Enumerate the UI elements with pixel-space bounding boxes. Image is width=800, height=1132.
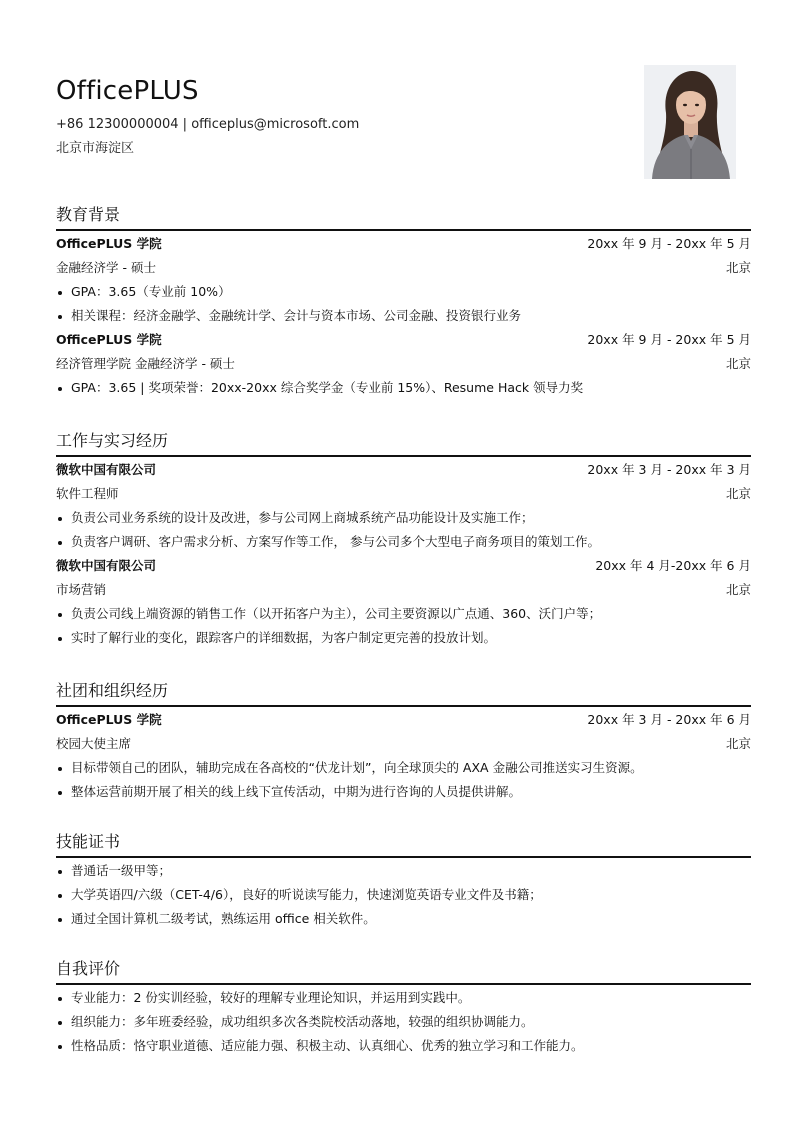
bullet-item: 相关课程：经济金融学、金融统计学、会计与资本市场、公司金融、投资银行业务	[56, 304, 751, 328]
entry-header	[56, 554, 751, 578]
entry-date: 20xx 年 9 月 - 20xx 年 5 月	[587, 236, 751, 251]
entry-header	[56, 708, 751, 732]
section-title-education: 教育背景	[56, 204, 751, 231]
bullet-item: 大学英语四/六级（CET-4/6），良好的听说读写能力，快速浏览英语专业文件及书籍；	[56, 883, 751, 907]
bullet-item: GPA：3.65 | 奖项荣誉：20xx-20xx 综合奖学金（专业前 15%）、Resume Hack 领导力奖	[56, 376, 751, 400]
skills-bullets	[56, 859, 751, 931]
entry-date: 20xx 年 3 月 - 20xx 年 6 月	[587, 712, 751, 727]
entry-role: 校园大使主席	[56, 736, 132, 751]
profile-photo-illustration	[644, 65, 736, 179]
section-title-skills: 技能证书	[56, 831, 751, 858]
section-title-self-eval: 自我评价	[56, 958, 751, 985]
section-title-work: 工作与实习经历	[56, 430, 751, 457]
bullet-item: 普通话一级甲等；	[56, 859, 751, 883]
entry-header	[56, 232, 751, 256]
bullet-item: 组织能力：多年班委经验，成功组织多次各类院校活动落地，较强的组织协调能力。	[56, 1010, 751, 1034]
entry-role: 金融经济学 - 硕士	[56, 260, 156, 275]
entry-header	[56, 458, 751, 482]
club-section	[56, 680, 751, 804]
entry-org: OfficePLUS 学院	[56, 712, 162, 727]
bullet-item: 通过全国计算机二级考试，熟练运用 office 相关软件。	[56, 907, 751, 931]
entry-role: 软件工程师	[56, 486, 119, 501]
entry-date: 20xx 年 9 月 - 20xx 年 5 月	[587, 332, 751, 347]
contact-line: +86 12300000004 | officeplus@microsoft.com	[56, 117, 360, 132]
skills-section	[56, 831, 751, 931]
section-title-club: 社团和组织经历	[56, 680, 751, 707]
entry-org: 微软中国有限公司	[56, 462, 157, 477]
entry-location: 北京	[725, 356, 751, 371]
entry-header	[56, 328, 751, 352]
entry-location: 北京	[725, 486, 751, 501]
bullet-item: 性格品质：恪守职业道德、适应能力强、积极主动、认真细心、优秀的独立学习和工作能力。	[56, 1034, 751, 1058]
education-entry	[56, 328, 751, 400]
entry-date: 20xx 年 3 月 - 20xx 年 3 月	[587, 462, 751, 477]
bullet-item: 目标带领自己的团队，辅助完成在各高校的“伏龙计划”，向全球顶尖的 AXA 金融公司推送实习生资源。	[56, 756, 751, 780]
entry-org: OfficePLUS 学院	[56, 236, 162, 251]
entry-bullets	[56, 376, 751, 400]
self-eval-bullets	[56, 986, 751, 1058]
education-entry	[56, 232, 751, 328]
entry-org: OfficePLUS 学院	[56, 332, 162, 347]
entry-subheader	[56, 352, 751, 376]
entry-location: 北京	[725, 260, 751, 275]
entry-role: 经济管理学院 金融经济学 - 硕士	[56, 356, 235, 371]
work-entries	[56, 458, 751, 650]
resume-header	[56, 74, 616, 158]
entry-location: 北京	[725, 736, 751, 751]
bullet-item: 负责公司线上端资源的销售工作（以开拓客户为主），公司主要资源以广点通、360、沃门户等；	[56, 602, 751, 626]
bullet-item: 负责客户调研、客户需求分析、方案写作等工作， 参与公司多个大型电子商务项目的策划工作。	[56, 530, 751, 554]
entry-subheader	[56, 578, 751, 602]
club-entry	[56, 708, 751, 804]
bullet-item: 实时了解行业的变化，跟踪客户的详细数据，为客户制定更完善的投放计划。	[56, 626, 751, 650]
entry-org: 微软中国有限公司	[56, 558, 157, 573]
work-entry	[56, 554, 751, 650]
bullet-item: 专业能力：2 份实训经验，较好的理解专业理论知识，并运用到实践中。	[56, 986, 751, 1010]
entry-date: 20xx 年 4 月-20xx 年 6 月	[595, 558, 751, 573]
entry-bullets	[56, 506, 751, 554]
address-line: 北京市海淀区	[56, 141, 135, 156]
profile-photo	[644, 65, 736, 179]
entry-role: 市场营销	[56, 582, 107, 597]
entry-bullets	[56, 756, 751, 804]
self-eval-section	[56, 958, 751, 1058]
bullet-item: GPA：3.65（专业前 10%）	[56, 280, 751, 304]
bullet-item: 负责公司业务系统的设计及改进，参与公司网上商城系统产品功能设计及实施工作；	[56, 506, 751, 530]
education-entries	[56, 232, 751, 400]
entry-subheader	[56, 482, 751, 506]
work-entry	[56, 458, 751, 554]
entry-bullets	[56, 280, 751, 328]
education-section	[56, 204, 751, 400]
entry-bullets	[56, 602, 751, 650]
entry-location: 北京	[725, 582, 751, 597]
entry-subheader	[56, 256, 751, 280]
bullet-item: 整体运营前期开展了相关的线上线下宣传活动，中期为进行咨询的人员提供讲解。	[56, 780, 751, 804]
entry-subheader	[56, 732, 751, 756]
candidate-name: OfficePLUS	[56, 76, 199, 106]
work-section	[56, 430, 751, 650]
club-entries	[56, 708, 751, 804]
